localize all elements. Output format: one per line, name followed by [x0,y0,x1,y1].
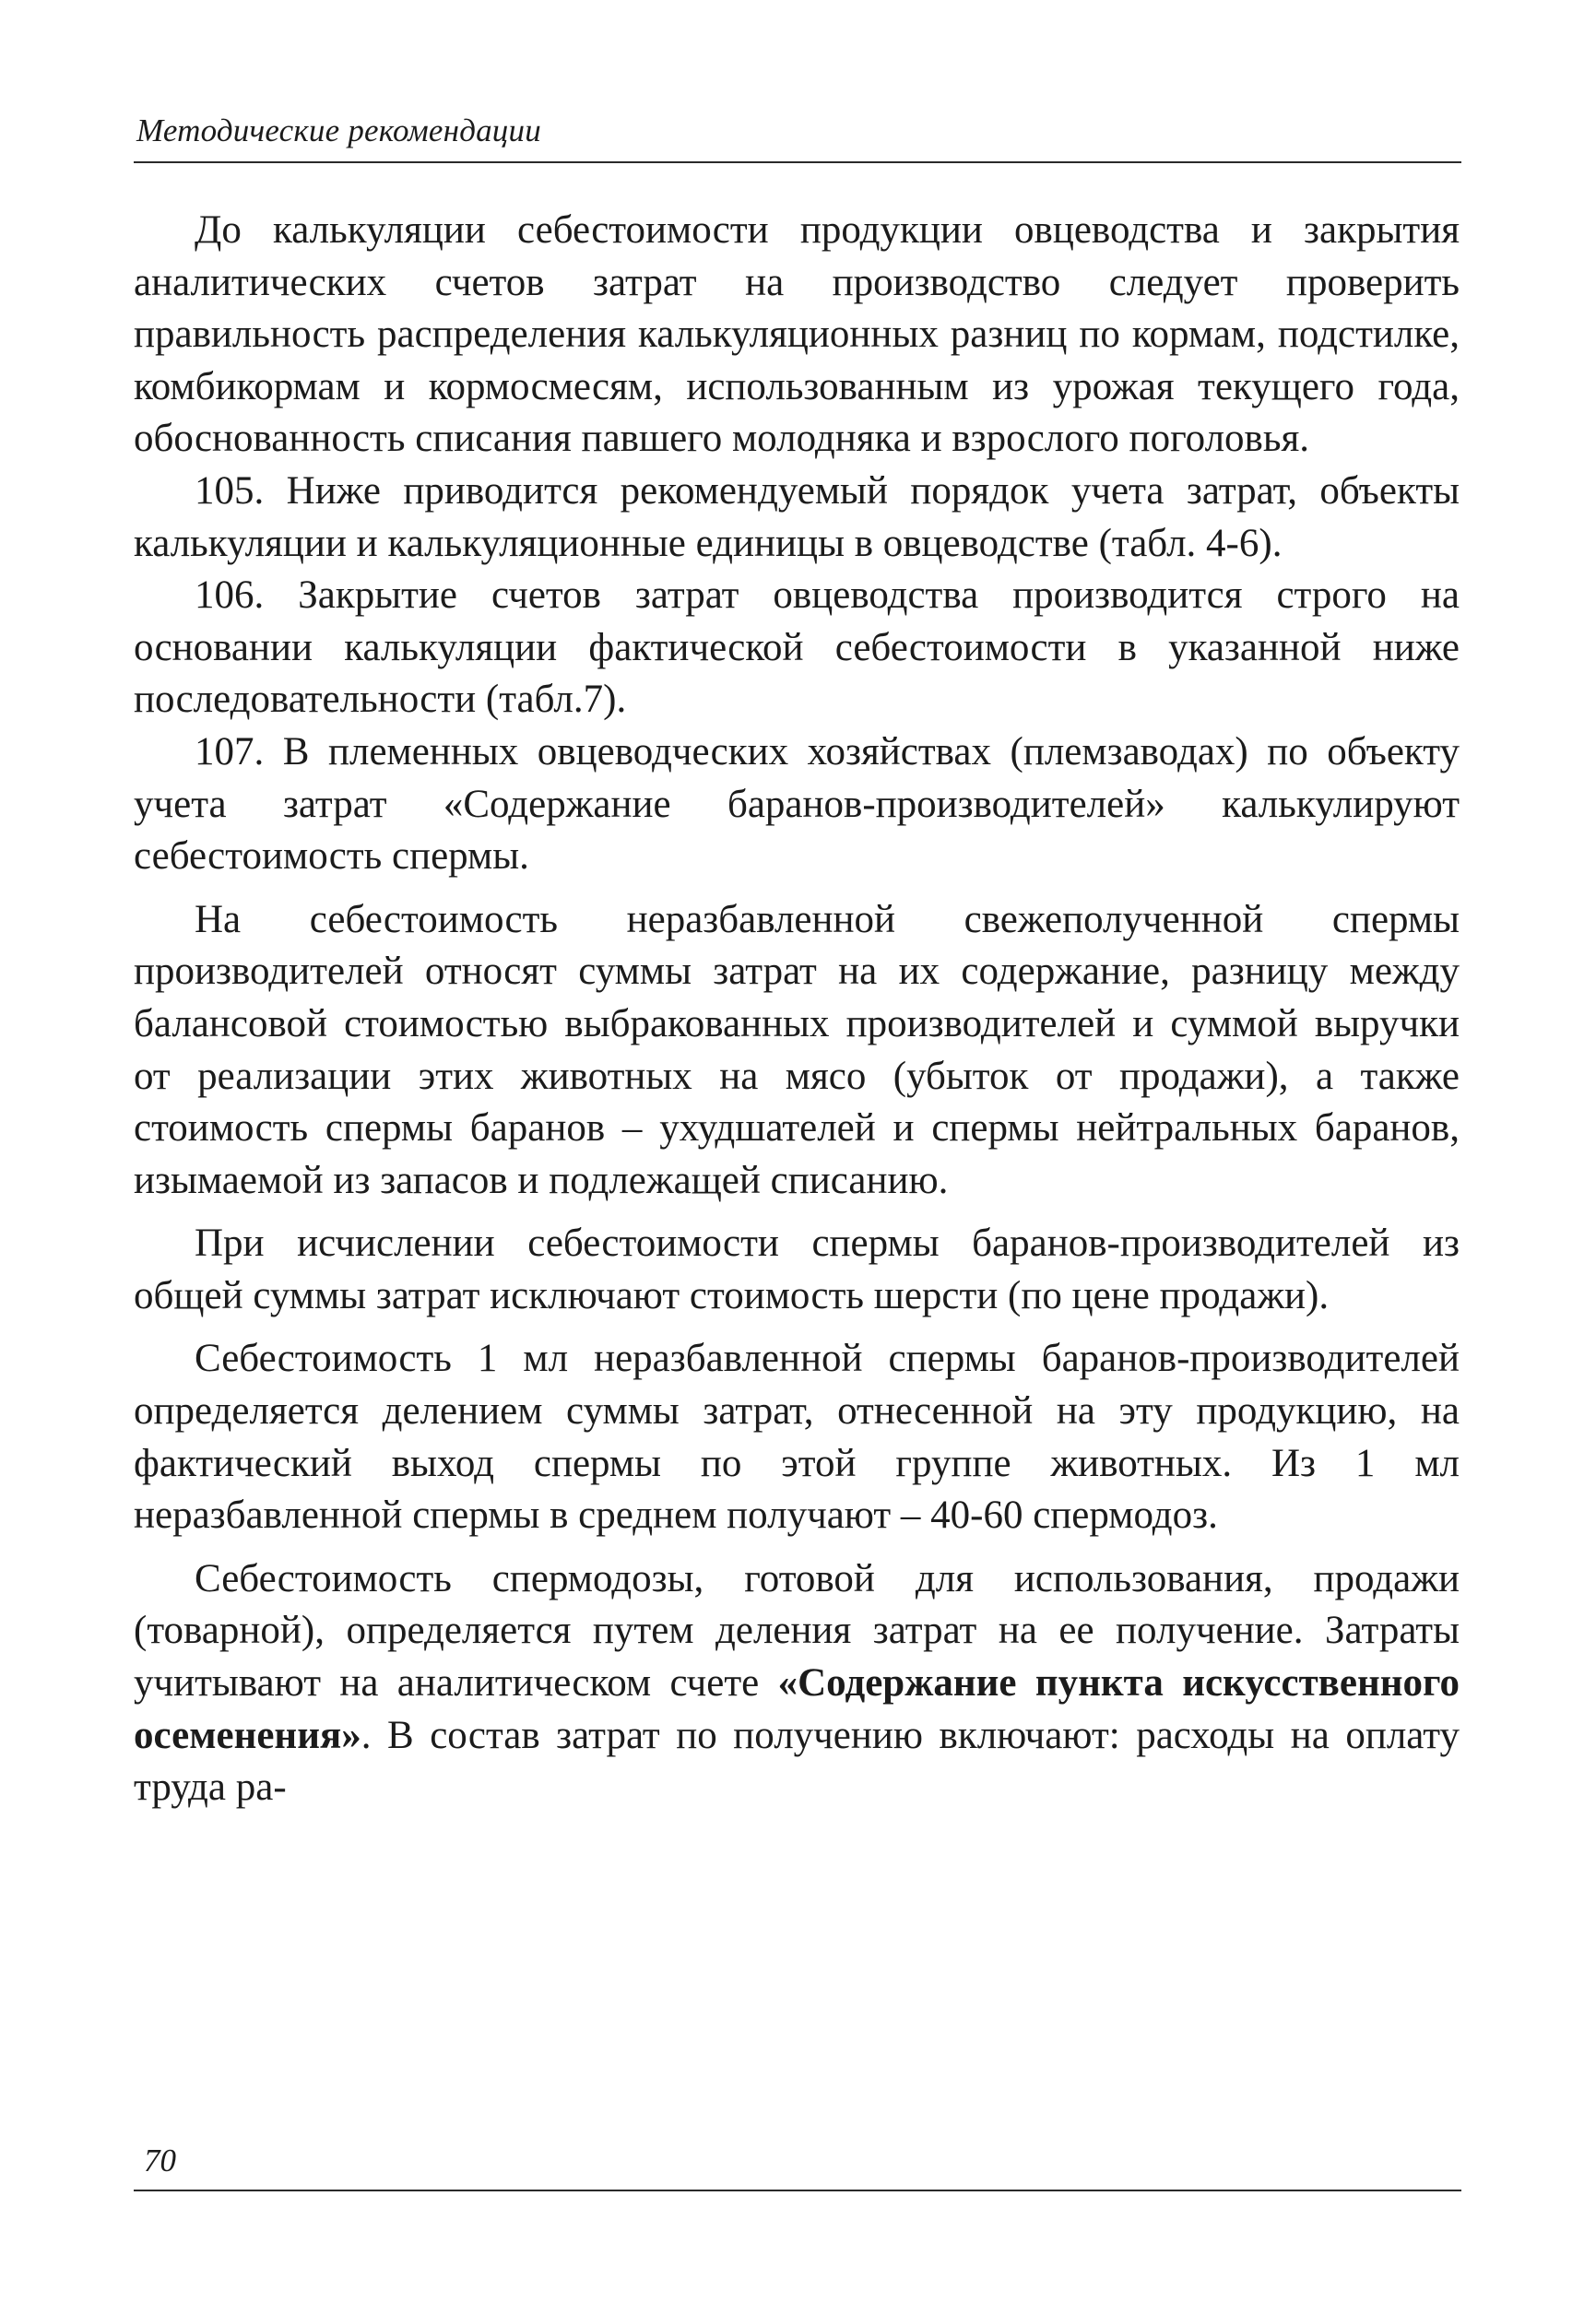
account-name-bold: «Содержание пункта искусственного осеменения» [134,1661,1460,1757]
paragraph-text-end: . В состав затрат по получению включают: расходы на оплату труда ра- [134,1713,1460,1810]
paragraph-semen-cost: На себестоимость неразбавленной свежеполученной спермы производителей относят суммы затрат на их содержание, разницу между балансовой стоимостью выбракованных производителей и суммой выручки от реализации этих животных на мясо (убыток от продажи), а также стоимость спермы баранов – ухудшателей и спермы нейтральных баранов, изымаемой из запасов и подлежащей списанию. [134,897,1460,1202]
paragraph-text-start: Себестоимость спермодозы, готовой для использования, продажи (товарной), определяется путем деления затрат на ее получение. Затраты учитывают на аналитическом счете [134,1556,1460,1706]
paragraph-106: 106. Закрытие счетов затрат овцеводства производится строго на основании калькуляции фактической себестоимости в указанной ниже последовательности (табл.7). [134,573,1460,722]
paragraph-wool-exclusion: При исчислении себестоимости спермы баранов-производителей из общей суммы затрат исключают стоимость шерсти (по цене продажи). [134,1222,1460,1317]
header-divider [134,161,1461,163]
paragraph-calculation-check: До калькуляции себестоимости продукции овцеводства и закрытия аналитических счетов затрат на производство следует проверить правильность распределения калькуляционных разниц по кормам, подстилке, комбикормам и кормосмесям, использованным из урожая текущего года, обоснованность списания павшего молодняка и взрослого поголовья. [134,208,1460,461]
footer-divider [134,2190,1461,2191]
paragraph-107: 107. В племенных овцеводческих хозяйствах (племзаводах) по объекту учета затрат «Содержание баранов-производителей» калькулируют себестоимость спермы. [134,729,1460,879]
page-number: 70 [144,2143,176,2178]
running-header: Методические рекомендации [136,112,541,148]
paragraph-per-ml-cost: Себестоимость 1 мл неразбавленной спермы баранов-производителей определяется делением суммы затрат, отнесенной на эту продукцию, на фактический выход спермы по этой группе животных. Из 1 мл неразбавленной спермы в среднем получают – 40-60 спермодоз. [134,1337,1460,1538]
paragraph-semen-dose-cost [134,1553,1460,1814]
paragraph-105: 105. Ниже приводится рекомендуемый порядок учета затрат, объекты калькуляции и калькуляционные единицы в овцеводстве (табл. 4-6). [134,468,1460,565]
page-body [134,205,1460,1814]
